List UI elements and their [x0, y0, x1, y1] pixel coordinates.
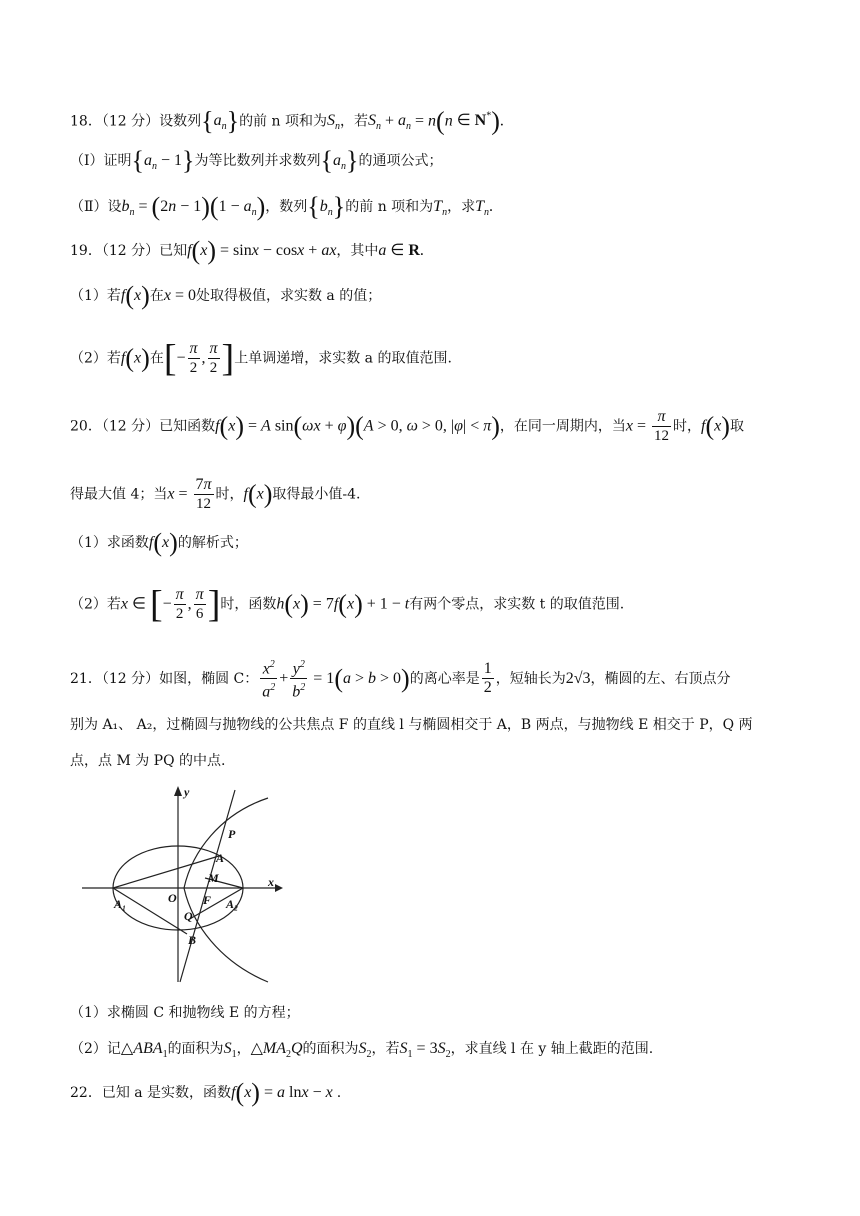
q21-stem: 21．（12 分）如图，椭圆 C： $\frac{x^2}{a^2}$ + $\frac{y^2}{b^2}$ = 1(a > b > 0)的离心率是 $\frac{1}{2}$ ，短轴长为2√3，椭圆的左、右顶点分	[70, 656, 810, 702]
fig-label-A2: A₂	[226, 897, 239, 911]
q21-part2: （2）记$\triangle ABA_1$的面积为$S_1$，$\triangle MA_2Q$的面积为$S_2$，若$S_1 = 3S_2$，求直线 l 在 y 轴上截距的范围.	[70, 1040, 654, 1061]
q20-stem: 20．（12 分）已知函数f(x) = A sin(ωx + φ)(A > 0, ω > 0, |φ| < π)，在同一周期内，当x = $\frac{\pi}{12}$ 时，f(x)取	[70, 408, 744, 444]
fig-label-x: x	[268, 875, 274, 889]
parabola-e	[184, 798, 268, 982]
fig-label-B: B	[188, 933, 197, 947]
fig-label-P: P	[228, 827, 236, 841]
fig-label-A: A	[216, 851, 225, 865]
q19-stem: 19．（12 分）已知f(x) = sinx − cosx + ax，其中a ∈ R.	[70, 236, 424, 265]
fig-label-A1: A₁	[114, 897, 127, 911]
q20-part2: （2）若x ∈ [− $\frac{\pi}{2}$ , $\frac{\pi}{6}$ ]时，函数h(x) = 7f(x) + 1 − t有两个零点，求实数 t 的取值范围.	[70, 583, 625, 626]
q18-part2: （Ⅱ）设$b_n = (2n - 1)(1 - a_n)$，数列$\{b_n\}$的前 n 项和为$T_n$，求$T_n$.	[70, 192, 493, 221]
q18-part1: （Ⅰ）证明$\{a_n - 1\}$为等比数列并求数列$\{a_n\}$的通项公式；	[70, 146, 443, 175]
q20-part1: （1）求函数f(x)的解析式；	[70, 528, 248, 557]
q18-lead: 18．（12 分）设数列	[70, 113, 202, 130]
q21-part1: （1）求椭圆 C 和抛物线 E 的方程；	[70, 1005, 300, 1021]
q21-figure	[70, 782, 290, 992]
q18-stem: 18．（12 分）设数列$\{a_n\}$的前 n 项和为$S_n$，若$S_n + a_n = n(n$ ∈ N*).	[70, 106, 504, 136]
q20-stem-line2: 得最大值 4；当x = $\frac{7\pi}{12}$ 时，f(x)取得最小值-4.	[70, 476, 361, 512]
q21-stem-line2: 别为 A₁、 A₂，过椭圆与抛物线的公共焦点 F 的直线 l 与椭圆相交于 A，B 两点，与抛物线 E 相交于 P，Q 两	[70, 717, 753, 733]
q22-stem: 22．已知 a 是实数，函数f(x) = a lnx − x .	[70, 1078, 342, 1107]
q21-stem-line3: 点，点 M 为 PQ 的中点.	[70, 753, 226, 769]
fig-label-O: O	[168, 891, 177, 905]
fig-label-y: y	[184, 785, 190, 799]
line-l	[180, 790, 235, 982]
x-axis-arrow	[275, 884, 283, 892]
q19-part2: （2）若f(x)在[− $\frac{\pi}{2}$ , $\frac{\pi}{2}$ ]上单调递增，求实数 a 的取值范围.	[70, 337, 452, 380]
fig-label-F: F	[203, 893, 212, 907]
q19-part1: （1）若f(x)在x = 0处取得极值，求实数 a 的值；	[70, 281, 382, 310]
fig-label-Q: Q	[184, 909, 193, 923]
y-axis-arrow	[174, 786, 182, 796]
fig-label-M: M	[208, 871, 219, 885]
